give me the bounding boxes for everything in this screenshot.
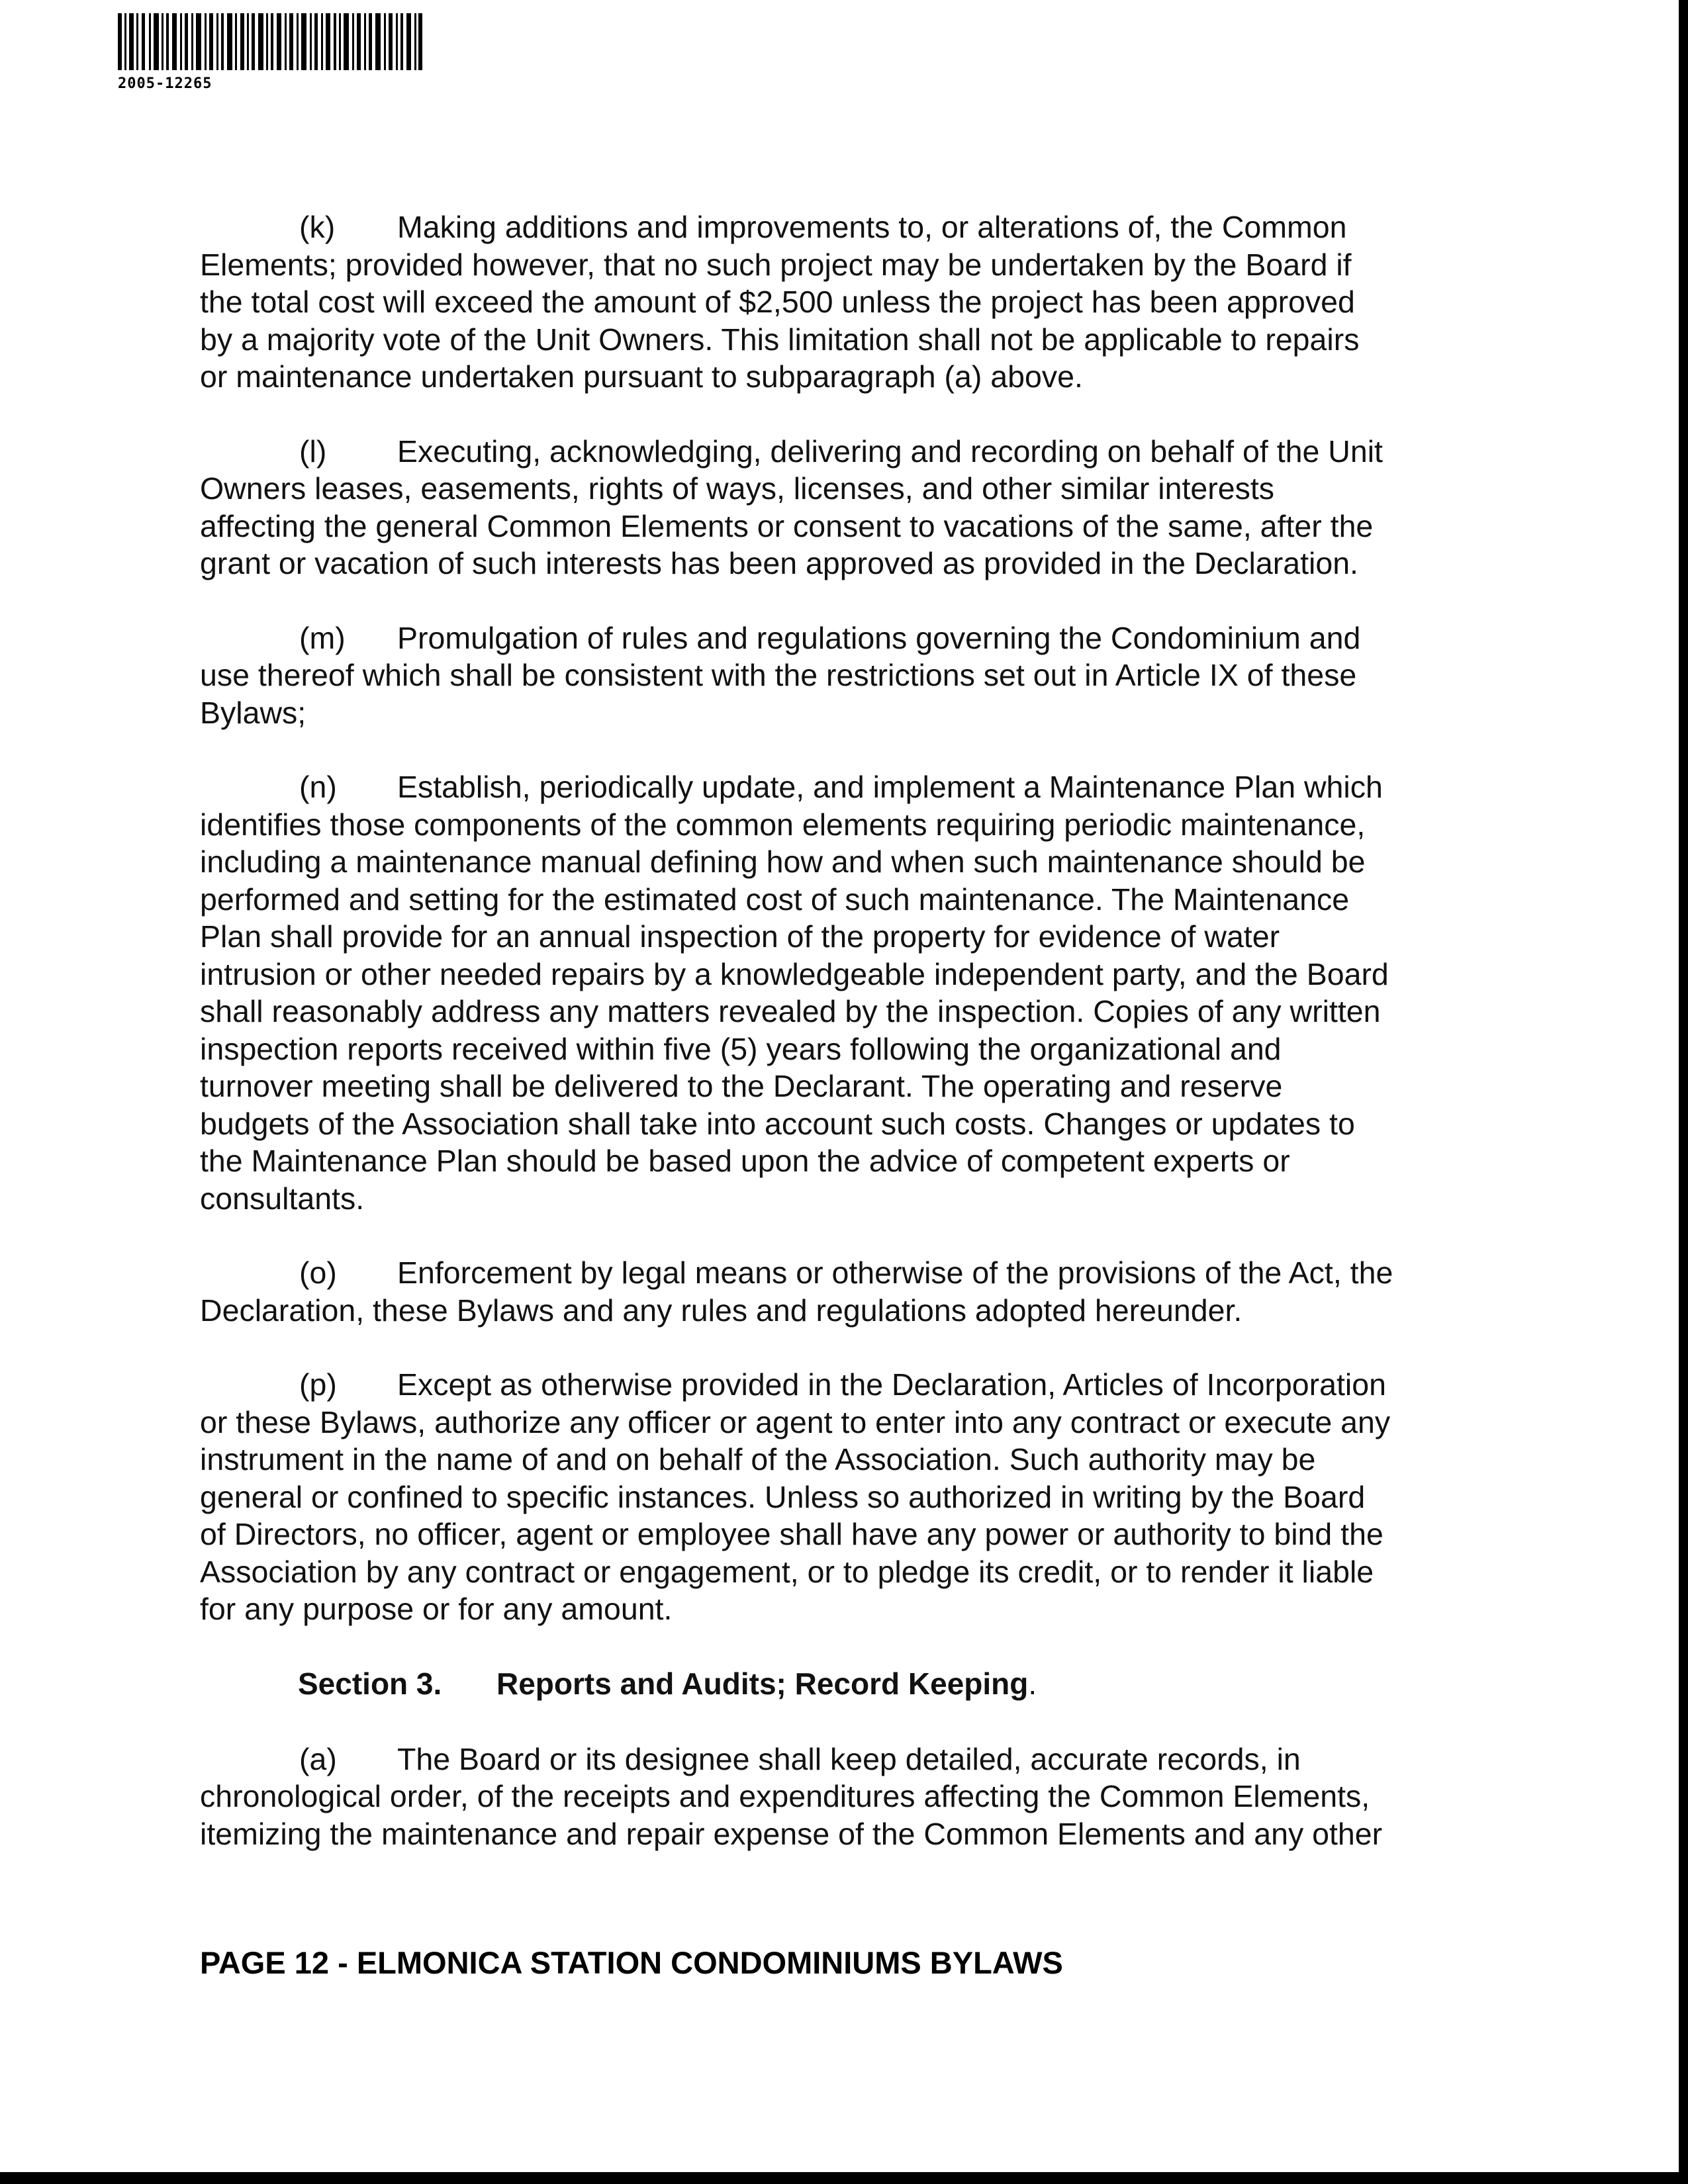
paragraph-line: Executing, acknowledging, delivering and recording on behalf of the Unit: [397, 433, 1383, 469]
paragraph-k: [200, 208, 1484, 396]
paragraph-section3-a: [200, 1741, 1484, 1853]
paragraph-line: Promulgation of rules and regulations governing the Condominium and: [397, 620, 1361, 655]
paragraph-line: or these Bylaws, authorize any officer or agent to enter into any contract or execute any: [200, 1404, 1391, 1439]
paragraph-first-line: [200, 1366, 1484, 1404]
paragraph-first-line: [200, 619, 1484, 657]
paragraph-line: Making additions and improvements to, or alterations of, the Common: [397, 210, 1347, 244]
page-footer: PAGE 12 - ELMONICA STATION CONDOMINIUMS BYLAWS: [200, 1945, 1063, 1980]
paragraph-line: general or confined to specific instances. Unless so authorized in writing by the Board: [200, 1479, 1366, 1514]
scan-border-bottom: [0, 2172, 1688, 2184]
paragraph-first-line: [200, 1254, 1484, 1292]
paragraph-first-line: [200, 208, 1484, 246]
paragraph-line: shall reasonably address any matters revealed by the inspection. Copies of any written: [200, 994, 1381, 1028]
section-heading: [298, 1665, 1484, 1702]
paragraph-line: Enforcement by legal means or otherwise of the provisions of the Act, the: [397, 1255, 1393, 1290]
paragraph-line: Establish, periodically update, and implement a Maintenance Plan which: [397, 770, 1383, 804]
paragraph-line: for any purpose or for any amount.: [200, 1592, 673, 1626]
paragraph-line: budgets of the Association shall take into account such costs. Changes or updates to: [200, 1106, 1355, 1141]
barcode-image: [118, 13, 422, 70]
paragraph-line: or maintenance undertaken pursuant to subparagraph (a) above.: [200, 359, 1083, 394]
paragraph-line: the Maintenance Plan should be based upon the advice of competent experts or: [200, 1144, 1290, 1178]
paragraph-line: Association by any contract or engagement, or to pledge its credit, or to render it liable: [200, 1554, 1374, 1589]
paragraph-line: Owners leases, easements, rights of ways, licenses, and other similar interests: [200, 471, 1275, 506]
section-number: Section 3.: [298, 1666, 442, 1701]
paragraph-l: [200, 433, 1484, 582]
paragraph-line: instrument in the name of and on behalf of the Association. Such authority may be: [200, 1442, 1316, 1477]
paragraph-p: [200, 1366, 1484, 1628]
paragraph-marker: (a): [299, 1741, 337, 1776]
paragraph-line: inspection reports received within five (5) years following the organizational and: [200, 1031, 1282, 1066]
paragraph-line: of Directors, no officer, agent or employee shall have any power or authority to bind the: [200, 1517, 1383, 1551]
paragraph-first-line: [200, 433, 1484, 471]
paragraph-line: Bylaws;: [200, 695, 306, 730]
paragraph-line: performed and setting for the estimated cost of such maintenance. The Maintenance: [200, 882, 1350, 917]
paragraph-line: chronological order, of the receipts and expenditures affecting the Common Elements,: [200, 1779, 1370, 1813]
paragraph-line: itemizing the maintenance and repair expense of the Common Elements and any other: [200, 1816, 1383, 1851]
paragraph-marker: (k): [299, 210, 336, 244]
section-title: Reports and Audits; Record Keeping: [496, 1666, 1029, 1701]
paragraph-line: Plan shall provide for an annual inspection of the property for evidence of water: [200, 919, 1280, 954]
paragraph-line: including a maintenance manual defining how and when such maintenance should be: [200, 844, 1366, 879]
paragraph-m: [200, 619, 1484, 732]
paragraph-marker: (p): [299, 1367, 337, 1402]
paragraph-line: turnover meeting shall be delivered to the Declarant. The operating and reserve: [200, 1069, 1283, 1103]
paragraph-marker: (o): [299, 1255, 337, 1290]
paragraph-n: [200, 768, 1484, 1217]
bylaws-body: [200, 208, 1484, 1889]
paragraph-first-line: [200, 768, 1484, 806]
paragraph-o: [200, 1254, 1484, 1329]
paragraph-marker: (m): [299, 620, 346, 655]
paragraph-line: Declaration, these Bylaws and any rules and regulations adopted hereunder.: [200, 1293, 1243, 1328]
paragraph-line: by a majority vote of the Unit Owners. This limitation shall not be applicable to repairs: [200, 322, 1360, 357]
scan-border-right: [1679, 0, 1688, 2184]
paragraph-line: identifies those components of the common elements requiring periodic maintenance,: [200, 807, 1366, 842]
paragraph-line: the total cost will exceed the amount of $2,500 unless the project has been approved: [200, 285, 1355, 319]
paragraph-marker: (n): [299, 770, 337, 804]
paragraph-line: Elements; provided however, that no such project may be undertaken by the Board if: [200, 247, 1352, 282]
paragraph-line: affecting the general Common Elements or consent to vacations of the same, after the: [200, 508, 1374, 543]
section-title-period: .: [1028, 1666, 1037, 1701]
paragraph-line: grant or vacation of such interests has been approved as provided in the Declaration.: [200, 546, 1358, 580]
barcode-stamp: [118, 13, 422, 92]
paragraph-line: The Board or its designee shall keep detailed, accurate records, in: [397, 1741, 1301, 1776]
paragraph-line: consultants.: [200, 1181, 365, 1216]
paragraph-line: Except as otherwise provided in the Declaration, Articles of Incorporation: [397, 1367, 1386, 1402]
paragraph-first-line: [200, 1741, 1484, 1778]
paragraph-line: use thereof which shall be consistent with the restrictions set out in Article IX of these: [200, 658, 1357, 692]
paragraph-marker: (l): [299, 433, 327, 469]
paragraph-line: intrusion or other needed repairs by a knowledgeable independent party, and the Board: [200, 956, 1389, 991]
barcode-number: 2005-12265: [118, 75, 212, 92]
